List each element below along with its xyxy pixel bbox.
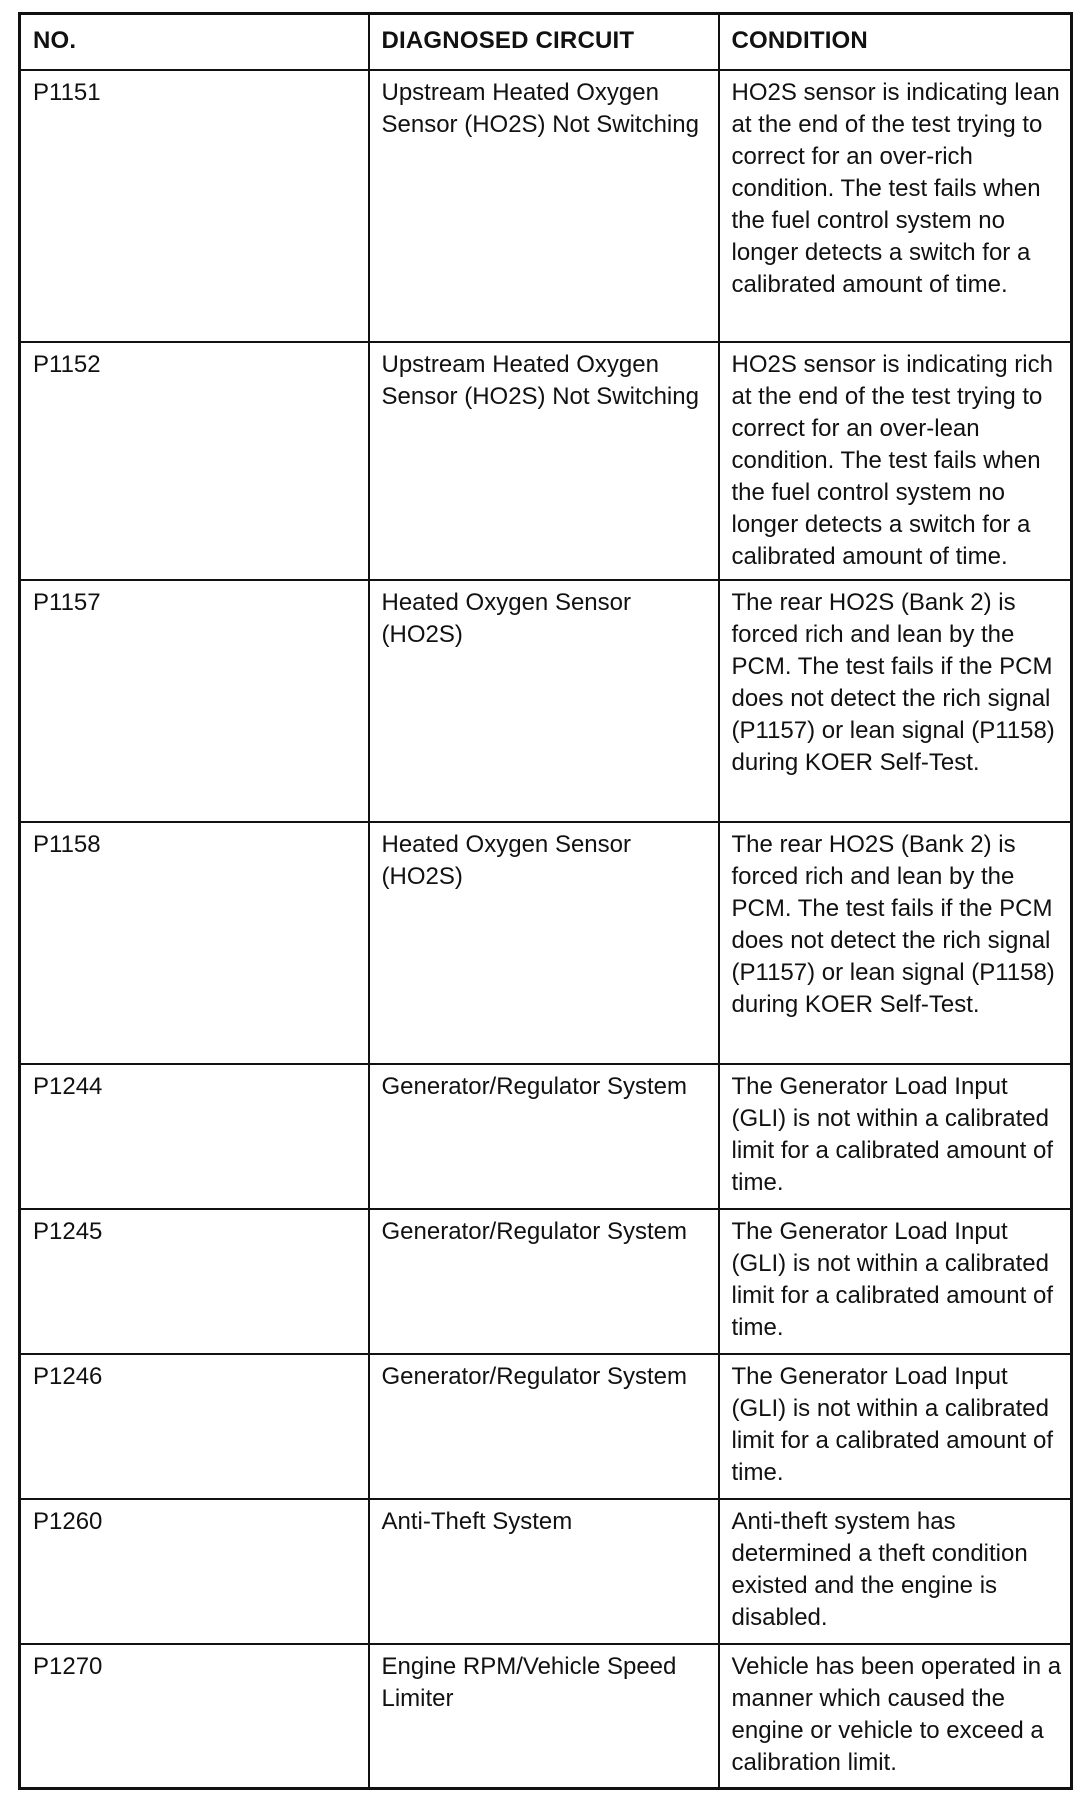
cell-code: P1157 bbox=[20, 580, 369, 822]
table-header-row bbox=[20, 14, 1072, 70]
table-row bbox=[20, 342, 1072, 580]
cell-condition: HO2S sensor is indicating lean at the end of the test trying to correct for an over-rich condition. The test fails when the fuel control system no longer detects a switch for a calibrated amount of time. bbox=[719, 70, 1072, 342]
cell-condition: The Generator Load Input (GLI) is not within a calibrated limit for a calibrated amount of time. bbox=[719, 1209, 1072, 1354]
table-row bbox=[20, 1064, 1072, 1209]
header-condition: CONDITION bbox=[719, 14, 1072, 70]
cell-circuit: Generator/Regulator System bbox=[369, 1064, 719, 1209]
cell-circuit: Anti-Theft System bbox=[369, 1499, 719, 1644]
table-row bbox=[20, 1354, 1072, 1499]
cell-code: P1245 bbox=[20, 1209, 369, 1354]
cell-code: P1151 bbox=[20, 70, 369, 342]
cell-condition: The rear HO2S (Bank 2) is forced rich and lean by the PCM. The test fails if the PCM does not detect the rich signal (P1157) or lean signal (P1158) during KOER Self-Test. bbox=[719, 580, 1072, 822]
cell-circuit: Upstream Heated Oxygen Sensor (HO2S) Not Switching bbox=[369, 70, 719, 342]
cell-circuit: Heated Oxygen Sensor (HO2S) bbox=[369, 580, 719, 822]
cell-code: P1260 bbox=[20, 1499, 369, 1644]
table-row bbox=[20, 1209, 1072, 1354]
header-no: NO. bbox=[20, 14, 369, 70]
cell-code: P1152 bbox=[20, 342, 369, 580]
cell-circuit: Generator/Regulator System bbox=[369, 1209, 719, 1354]
document-page bbox=[18, 12, 1070, 1790]
header-diagnosed-circuit: DIAGNOSED CIRCUIT bbox=[369, 14, 719, 70]
table-row bbox=[20, 70, 1072, 342]
table-row bbox=[20, 822, 1072, 1064]
cell-code: P1244 bbox=[20, 1064, 369, 1209]
cell-condition: The rear HO2S (Bank 2) is forced rich and lean by the PCM. The test fails if the PCM does not detect the rich signal (P1157) or lean signal (P1158) during KOER Self-Test. bbox=[719, 822, 1072, 1064]
cell-condition: The Generator Load Input (GLI) is not within a calibrated limit for a calibrated amount of time. bbox=[719, 1354, 1072, 1499]
cell-circuit: Generator/Regulator System bbox=[369, 1354, 719, 1499]
cell-circuit: Engine RPM/Vehicle Speed Limiter bbox=[369, 1644, 719, 1789]
cell-condition: Vehicle has been operated in a manner which caused the engine or vehicle to exceed a calibration limit. bbox=[719, 1644, 1072, 1789]
diagnostic-code-table bbox=[18, 12, 1073, 1790]
cell-circuit: Heated Oxygen Sensor (HO2S) bbox=[369, 822, 719, 1064]
table-row bbox=[20, 1644, 1072, 1789]
cell-code: P1270 bbox=[20, 1644, 369, 1789]
cell-condition: HO2S sensor is indicating rich at the end of the test trying to correct for an over-lean condition. The test fails when the fuel control system no longer detects a switch for a calibrated amount of time. bbox=[719, 342, 1072, 580]
cell-condition: Anti-theft system has determined a theft condition existed and the engine is disabled. bbox=[719, 1499, 1072, 1644]
cell-code: P1246 bbox=[20, 1354, 369, 1499]
cell-condition: The Generator Load Input (GLI) is not within a calibrated limit for a calibrated amount of time. bbox=[719, 1064, 1072, 1209]
table-row bbox=[20, 1499, 1072, 1644]
cell-circuit: Upstream Heated Oxygen Sensor (HO2S) Not Switching bbox=[369, 342, 719, 580]
cell-code: P1158 bbox=[20, 822, 369, 1064]
table-row bbox=[20, 580, 1072, 822]
